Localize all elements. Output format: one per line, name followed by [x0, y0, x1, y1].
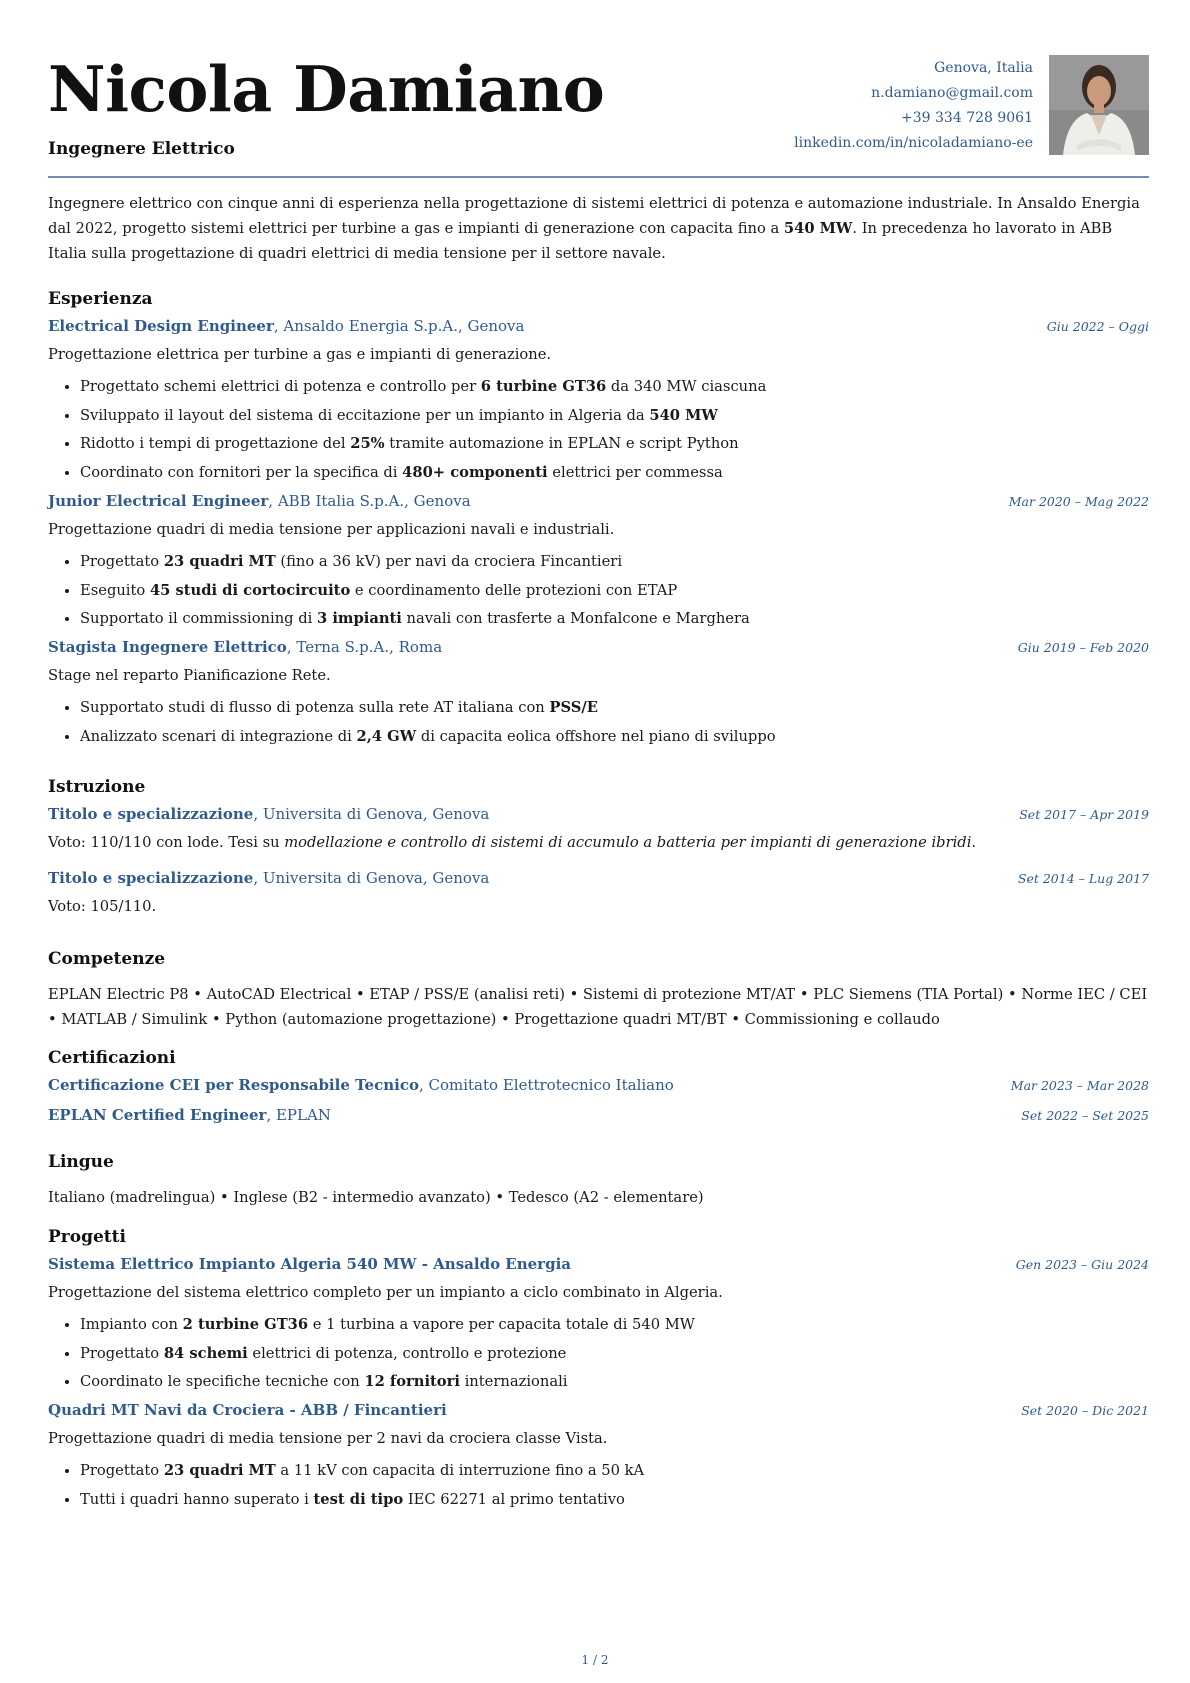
text-run: elettrici di potenza, controllo e protezione [247, 1344, 567, 1362]
bullet-item [80, 373, 1149, 402]
bold-text: 480+ componenti [402, 464, 548, 482]
contact-linkedin[interactable]: linkedin.com/in/nicoladamiano-ee [794, 135, 1033, 151]
text-run: Tutti i quadri hanno superato i [80, 1490, 314, 1508]
experience-entry [48, 492, 1149, 634]
education-entry [48, 805, 1149, 869]
bold-text: 23 quadri MT [163, 552, 276, 570]
bullet-item [80, 1457, 1149, 1486]
certification-heading [48, 1106, 331, 1124]
contact-location: Genova, Italia [934, 60, 1033, 76]
degree-date: Set 2017 – Apr 2019 [1019, 807, 1149, 823]
profile-photo [1049, 55, 1149, 155]
contact-phone[interactable]: +39 334 728 9061 [901, 110, 1033, 126]
project-header [48, 1255, 1149, 1280]
bullet-list [48, 694, 1149, 751]
text-run: Voto: 110/110 con lode. Tesi su [48, 834, 285, 852]
certification-header [48, 1076, 1149, 1106]
bullet-list [48, 373, 1149, 488]
projects-list [48, 1255, 1149, 1515]
project-date: Gen 2023 – Giu 2024 [1015, 1256, 1149, 1272]
degree-date: Set 2014 – Lug 2017 [1017, 871, 1149, 887]
bold-text: 23 quadri MT [163, 1461, 276, 1479]
contact-email[interactable]: n.damiano@gmail.com [871, 85, 1033, 101]
text-run: Ingegnere elettrico con cinque anni di esperienza nella progettazione di sistemi elettrici di potenza e automazione industriale. In Ansaldo Energia dal 2022, progetto sistemi elettrici per turbine a gas e impianti di generazione con capacita fino a [48, 195, 1140, 237]
degree-description [48, 894, 1149, 919]
certification-title: Certificazione CEI per Responsabile Tecnico [48, 1076, 419, 1095]
experience-entry [48, 317, 1149, 488]
bold-text: 540 MW [649, 406, 718, 424]
bold-text: 45 studi di cortocircuito [149, 581, 351, 599]
text-run: Progettato [80, 1344, 164, 1362]
degree-header [48, 869, 1149, 894]
text-run: Coordinato le specifiche tecniche con [80, 1373, 365, 1391]
project-date: Set 2020 – Dic 2021 [1021, 1402, 1149, 1418]
education-entry [48, 869, 1149, 919]
job-date: Mar 2020 – Mag 2022 [1008, 493, 1149, 509]
project-description: Progettazione del sistema elettrico completo per un impianto a ciclo combinato in Algeria. [48, 1283, 723, 1301]
text-run: elettrici per commessa [547, 464, 723, 482]
text-run: Ridotto i tempi di progettazione del [80, 435, 351, 453]
certification-date: Set 2022 – Set 2025 [1021, 1108, 1149, 1124]
text-run: Voto: 105/110. [48, 898, 157, 916]
bold-text: 2,4 GW [356, 727, 417, 745]
bullet-item [80, 1311, 1149, 1340]
text-run: di capacita eolica offshore nel piano di sviluppo [416, 727, 776, 745]
bold-text: 540 MW [783, 220, 853, 237]
italic-text: modellazione e controllo di sistemi di accumulo a batteria per impianti di generazione ibridi [284, 834, 972, 852]
text-run: tramite automazione in EPLAN e script Python [384, 435, 739, 453]
text-run: Sviluppato il layout del sistema di eccitazione per un impianto in Algeria da [80, 406, 650, 424]
project-entry [48, 1255, 1149, 1397]
bullet-item [80, 723, 1149, 752]
bullet-item [80, 1340, 1149, 1369]
job-description: Stage nel reparto Pianificazione Rete. [48, 666, 331, 684]
languages-list: Italiano (madrelingua) • Inglese (B2 - intermedio avanzato) • Tedesco (A2 - elementare) [48, 1189, 704, 1207]
text-run: (fino a 36 kV) per navi da crociera Fincantieri [275, 552, 623, 570]
text-run: Impianto con [80, 1315, 183, 1333]
job-description: Progettazione quadri di media tensione per applicazioni navali e industriali. [48, 520, 615, 538]
bold-text: 12 fornitori [364, 1373, 460, 1391]
degree-heading [48, 805, 489, 823]
bullet-list [48, 1457, 1149, 1514]
text-run: IEC 62271 al primo tentativo [403, 1490, 625, 1508]
job-title: Electrical Design Engineer [48, 317, 274, 335]
project-description: Progettazione quadri di media tensione per 2 navi da crociera classe Vista. [48, 1429, 608, 1447]
candidate-name: Nicola Damiano [48, 52, 605, 126]
text-run: . In precedenza ho lavorato in ABB Italia sulla progettazione di quadri elettrici di media tensione per il settore navale. [48, 220, 1113, 262]
job-organization: , Ansaldo Energia S.p.A., Genova [273, 317, 525, 335]
contact-info [794, 56, 1033, 156]
job-organization: , ABB Italia S.p.A., Genova [268, 491, 471, 510]
candidate-role: Ingegnere Elettrico [48, 139, 235, 159]
certification-heading [48, 1076, 674, 1094]
job-header [48, 492, 1149, 517]
text-run: a 11 kV con capacita di interruzione fino a 50 kA [275, 1461, 645, 1479]
job-title: Junior Electrical Engineer [48, 491, 269, 510]
degree-header [48, 805, 1149, 830]
project-heading [48, 1401, 447, 1419]
text-run: Supportato studi di flusso di potenza sulla rete AT italiana con [80, 698, 550, 716]
job-heading [48, 638, 442, 656]
spacer [48, 855, 1149, 869]
project-heading [48, 1255, 571, 1273]
bold-text: 3 impianti [317, 610, 402, 628]
page-number: 1 / 2 [581, 1653, 609, 1667]
bullet-item [80, 1486, 1149, 1515]
project-entry [48, 1401, 1149, 1514]
job-date: Giu 2022 – Oggi [1046, 319, 1149, 334]
section-title-experience: Esperienza [48, 289, 153, 309]
certification-header [48, 1106, 1149, 1136]
degree-title: Titolo e specializzazione [48, 869, 254, 888]
degree-title: Titolo e specializzazione [48, 805, 254, 824]
job-description: Progettazione elettrica per turbine a gas e impianti di generazione. [48, 346, 552, 363]
resume-body [48, 281, 1149, 1518]
job-heading [48, 317, 524, 335]
text-run: Progettato [80, 1461, 164, 1479]
section-title-projects: Progetti [48, 1226, 126, 1247]
text-run: Supportato il commissioning di [80, 610, 318, 628]
project-title: Sistema Elettrico Impianto Algeria 540 MW - Ansaldo Energia [48, 1254, 571, 1273]
bullet-item [80, 430, 1149, 459]
text-run: . [971, 834, 977, 852]
certification-title: EPLAN Certified Engineer [48, 1106, 267, 1125]
text-run: navali con trasferte a Monfalcone e Marghera [401, 610, 750, 628]
bullet-item [80, 459, 1149, 488]
job-title: Stagista Ingegnere Elettrico [48, 637, 287, 656]
bold-text: 25% [350, 435, 385, 453]
job-header [48, 317, 1149, 342]
bullet-item [80, 548, 1149, 577]
bold-text: PSS/E [549, 698, 598, 716]
bullet-list [48, 1311, 1149, 1397]
job-date: Giu 2019 – Feb 2020 [1017, 639, 1149, 655]
experience-list [48, 317, 1149, 751]
header-divider [48, 176, 1149, 178]
job-header [48, 638, 1149, 663]
bold-text: 2 turbine GT36 [182, 1315, 309, 1333]
text-run: internazionali [459, 1373, 568, 1391]
degree-description [48, 830, 1149, 855]
certification-date: Mar 2023 – Mar 2028 [1010, 1078, 1149, 1094]
section-title-languages: Lingue [48, 1152, 114, 1173]
job-heading [48, 492, 471, 510]
project-header [48, 1401, 1149, 1426]
certification-organization: , EPLAN [266, 1106, 331, 1125]
degree-heading [48, 869, 489, 887]
bold-text: 6 turbine GT36 [480, 378, 607, 395]
text-run: e 1 turbina a vapore per capacita totale di 540 MW [308, 1315, 695, 1333]
section-title-education: Istruzione [48, 777, 146, 798]
bullet-item [80, 577, 1149, 606]
bold-text: test di tipo [313, 1490, 404, 1508]
text-run: Eseguito [80, 581, 150, 599]
degree-organization: , Universita di Genova, Genova [253, 805, 490, 824]
education-list [48, 805, 1149, 919]
text-run: Progettato schemi elettrici di potenza e controllo per [80, 378, 481, 395]
profile-photo-image [1049, 55, 1149, 155]
certifications-list [48, 1076, 1149, 1136]
bullet-item [80, 1368, 1149, 1397]
section-title-certifications: Certificazioni [48, 1048, 176, 1069]
profile-summary [48, 191, 1149, 266]
job-organization: , Terna S.p.A., Roma [286, 637, 443, 656]
project-title: Quadri MT Navi da Crociera - ABB / Fincantieri [48, 1400, 447, 1419]
bullet-list [48, 548, 1149, 634]
text-run: Progettato [80, 552, 164, 570]
certification-organization: , Comitato Elettrotecnico Italiano [418, 1076, 674, 1095]
text-run: Analizzato scenari di integrazione di [80, 727, 357, 745]
experience-entry [48, 638, 1149, 751]
section-title-skills: Competenze [48, 949, 166, 970]
degree-organization: , Universita di Genova, Genova [253, 869, 490, 888]
text-run: e coordinamento delle protezioni con ETAP [350, 581, 678, 599]
bold-text: 84 schemi [163, 1344, 248, 1362]
skills-list: EPLAN Electric P8 • AutoCAD Electrical • ETAP / PSS/E (analisi reti) • Sistemi di protezione MT/AT • PLC Siemens (TIA Portal) • Norme IEC / CEI • MATLAB / Simulink • Python (automazione progettazione) • Progettazione quadri MT/BT • Commissioning e collaudo [48, 986, 1148, 1028]
text-run: da 340 MW ciascuna [606, 378, 767, 395]
bullet-item [80, 402, 1149, 431]
bullet-item [80, 694, 1149, 723]
text-run: Coordinato con fornitori per la specifica di [80, 464, 403, 482]
bullet-item [80, 605, 1149, 634]
